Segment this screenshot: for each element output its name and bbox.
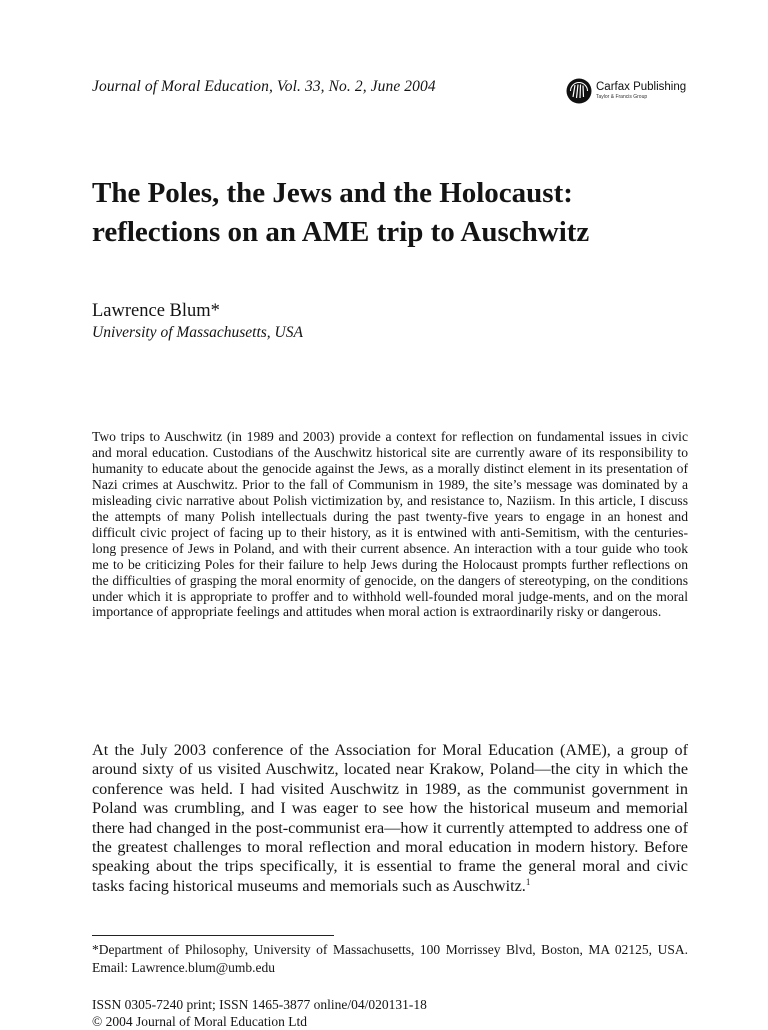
footnote-divider — [92, 935, 334, 936]
article-title: The Poles, the Jews and the Holocaust: reflections on an AME trip to Auschwitz — [92, 177, 590, 248]
issn-line: ISSN 0305-7240 print; ISSN 1465-3877 online/04/020131-18 — [92, 997, 427, 1012]
body-paragraph — [92, 741, 688, 896]
article-abstract: Two trips to Auschwitz (in 1989 and 2003) provide a context for reflection on fundamental issues in civic and moral education. Custodians of the Auschwitz historical site are currently aware of its responsibility to humanity to educate about the genocide against the Jews, as a morally distinct element in its presentation of Nazi crimes at Auschwitz. Prior to the fall of Communism in 1989, the site’s message was dominated by a misleading civic narrative about Polish victimization by, and resistance to, Naziism. In this article, I discuss the attempts of many Polish intellectuals during the past twenty-five years to engage in an honest and difficult civic project of facing up to their history, as it is entwined with anti-Semitism, with the centuries-long presence of Jews in Poland, and with their current absence. An interaction with a tour guide who took me to be criticizing Poles for their failure to help Jews during the Holocaust prompts further reflections on the difficulties of grasping the moral enormity of genocide, on the dangers of stereotyping, on the conditions under which it is appropriate to proffer and to withhold well-founded moral judge-ments, and on the moral importance of appropriate feelings and attitudes when moral action is extraordinarily risky or dangerous. — [92, 429, 688, 620]
publisher-group: Taylor & Francis Group — [596, 93, 648, 100]
copyright-line: © 2004 Journal of Moral Education Ltd — [92, 1014, 307, 1029]
journal-citation: Journal of Moral Education, Vol. 33, No. 2, June 2004 — [92, 78, 436, 95]
carfax-logo-icon — [566, 78, 592, 104]
publisher-text — [596, 82, 686, 100]
footnote-reference: 1 — [525, 876, 531, 887]
publisher-block — [566, 78, 686, 104]
article-author: Lawrence Blum* — [92, 301, 220, 321]
author-affiliation: University of Massachusetts, USA — [92, 324, 303, 341]
publisher-name: Carfax Publishing — [596, 81, 687, 94]
author-footnote: *Department of Philosophy, University of Massachusetts, 100 Morrissey Blvd, Boston, MA 02125, USA. Email: Lawrence.blum@umb.edu — [92, 942, 688, 975]
body-paragraph-text: At the July 2003 conference of the Association for Moral Education (AME), a group of around sixty of us visited Auschwitz, located near Krakow, Poland—the city in which the conference was held. I had visited Auschwitz in 1989, as the communist government in Poland was crumbling, and I was eager to see how the historical museum and memorial there had changed in the post-communist era—how it currently attempted to address one of the greatest challenges to moral reflection and moral education in modern history. Before speaking about the trips specifically, it is essential to frame the general moral and civic tasks facing historical museums and memorials such as Auschwitz. — [92, 741, 688, 895]
